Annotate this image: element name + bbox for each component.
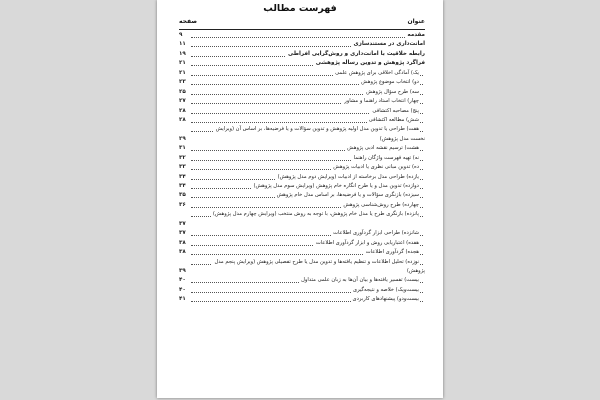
toc-entry-page-number: ۹ bbox=[179, 31, 190, 40]
toc-entry-title: مقدمه bbox=[405, 31, 425, 40]
toc-entry-page-number: ۴۱ bbox=[179, 295, 190, 304]
toc-entry-title: شش) مطالعه اکتشافی bbox=[367, 116, 419, 125]
toc-entry-page-number: ۲۸ bbox=[179, 107, 190, 116]
toc-entry-page-number: ۳۹ bbox=[179, 267, 190, 276]
toc-entry-page-number: ۲۱ bbox=[179, 69, 190, 78]
toc-entry-title: پانزده) بازنگری طرح یا مدل خام پژوهش، با توجه به روش منتخب (ویرایش چهارم مدل پژوهش) bbox=[211, 210, 419, 219]
toc-entry-title: فراگرد پژوهش و تدوین رساله پژوهشی bbox=[314, 59, 425, 68]
toc-entry bbox=[179, 201, 425, 210]
toc-entry-page-number: ۳۲ bbox=[179, 154, 190, 163]
toc-entry-title: دوازده) تدوین مدل و یا طرح انگاره خام پژوهش (ویرایش سوم مدل پژوهش) bbox=[251, 182, 419, 191]
toc-entry bbox=[179, 69, 425, 78]
toc-entry-title: امانت‌داری در مستندسازی bbox=[351, 40, 425, 49]
toc-entry-title: چهارده) طرح روش‌شناسی پژوهش bbox=[341, 201, 419, 210]
toc-entry bbox=[179, 229, 425, 238]
toc-entry-title: بیست‌ودو) پیشنهادهای کاربردی bbox=[351, 295, 419, 304]
toc-entry-page-number: ۳۷ bbox=[179, 220, 190, 229]
toc-entry-page-number: ۳۷ bbox=[179, 229, 190, 238]
toc-entry bbox=[179, 239, 425, 248]
toc-entry bbox=[179, 31, 425, 40]
toc-entry-title: سیزده) بازنگری سؤالات و یا فرضیه‌ها، بر اساس مدل خام پژوهش bbox=[275, 191, 419, 200]
toc-entry bbox=[179, 191, 425, 200]
toc-header bbox=[179, 18, 425, 28]
toc-entry-title: بیست‌ویک) خلاصه و نتیجه‌گیری bbox=[351, 286, 419, 295]
toc-entry-page-number: ۲۸ bbox=[179, 116, 190, 125]
toc-entry bbox=[179, 248, 425, 257]
toc-entry bbox=[179, 163, 425, 172]
page-title: فهرست مطالب bbox=[263, 3, 337, 14]
toc-list bbox=[179, 31, 425, 305]
toc-entry-title: رابطه خلاقیت با امانت‌داری و روش‌گرایی افراطی bbox=[286, 50, 425, 59]
toc-header-title-label: عنوان bbox=[407, 18, 425, 25]
toc-entry-title: شانزده) طراحی ابزار گردآوری اطلاعات bbox=[331, 229, 419, 238]
toc-entry bbox=[179, 78, 425, 87]
toc-entry bbox=[179, 220, 425, 229]
toc-entry bbox=[179, 59, 425, 68]
toc-entry bbox=[179, 258, 425, 267]
toc-entry-page-number: ۳۱ bbox=[179, 144, 190, 153]
toc-entry bbox=[179, 210, 425, 219]
toc-entry-title: بیست) تفسیر یافته‌ها و بیان آن‌ها به زبان علمی متداول bbox=[299, 276, 419, 285]
toc-entry bbox=[179, 88, 425, 97]
dot-leader bbox=[191, 37, 423, 38]
toc-entry-title: پژوهش) bbox=[405, 267, 425, 276]
toc-entry-title: دو) انتخاب موضوع پژوهش bbox=[359, 78, 419, 87]
toc-entry bbox=[179, 295, 425, 304]
document-page bbox=[157, 0, 443, 398]
toc-entry-title: پنج) مصاحبه اکتشافی bbox=[370, 107, 419, 116]
toc-entry-page-number: ۱۱ bbox=[179, 40, 190, 49]
toc-entry-title: چهار) انتخاب استاد راهنما و مشاور bbox=[342, 97, 419, 106]
toc-entry-title: هجده) گردآوری اطلاعات bbox=[364, 248, 419, 257]
toc-entry bbox=[179, 154, 425, 163]
toc-entry bbox=[179, 182, 425, 191]
toc-entry-title: یازده) طراحی مدل برخاسته از ادبیات (ویرایش دوم مدل پژوهش) bbox=[276, 173, 419, 182]
toc-entry-page-number: ۲۹ bbox=[179, 135, 190, 144]
toc-entry-title: هفده) اعتباریابی روش و ابزار گردآوری اطلاعات bbox=[314, 239, 419, 248]
toc-entry-title: سه) طرح سؤال پژوهش bbox=[364, 88, 419, 97]
toc-entry-page-number: ۳۴ bbox=[179, 173, 190, 182]
toc-entry bbox=[179, 276, 425, 285]
toc-entry bbox=[179, 267, 425, 276]
toc-entry bbox=[179, 97, 425, 106]
toc-entry-page-number: ۳۶ bbox=[179, 201, 190, 210]
toc-entry-page-number: ۲۱ bbox=[179, 59, 190, 68]
toc-entry bbox=[179, 144, 425, 153]
toc-entry-title: نخست مدل پژوهش) bbox=[378, 135, 425, 144]
toc-entry bbox=[179, 40, 425, 49]
toc-entry-page-number: ۲۳ bbox=[179, 78, 190, 87]
toc-entry-title: یک) آمادگی اخلاقی برای پژوهش علمی bbox=[333, 69, 419, 78]
toc-header-page-label: صفحه bbox=[179, 18, 198, 25]
toc-entry bbox=[179, 107, 425, 116]
toc-entry-page-number: ۳۸ bbox=[179, 239, 190, 248]
toc-entry-page-number: ۴۰ bbox=[179, 276, 190, 285]
header-divider bbox=[179, 29, 425, 30]
toc-entry-title: ده) تدوین مبانی نظری یا ادبیات پژوهش bbox=[331, 163, 419, 172]
toc-entry bbox=[179, 116, 425, 125]
toc-entry bbox=[179, 135, 425, 144]
toc-entry-page-number: ۳۳ bbox=[179, 163, 190, 172]
toc-entry bbox=[179, 286, 425, 295]
toc-entry-title: نه) تهیه فهرست واژگان راهنما bbox=[352, 154, 419, 163]
toc-entry-page-number: ۲۵ bbox=[179, 88, 190, 97]
toc-entry-page-number: ۳۸ bbox=[179, 248, 190, 257]
toc-entry bbox=[179, 50, 425, 59]
toc-entry-page-number: ۱۹ bbox=[179, 50, 190, 59]
toc-entry-page-number: ۴۰ bbox=[179, 286, 190, 295]
toc-entry-page-number: ۲۷ bbox=[179, 97, 190, 106]
toc-entry-title: هفت) طراحی یا تدوین مدل اولیه پژوهش و تدوین سؤالات و یا فرضیه‌ها، بر اساس آن (ویرایش bbox=[214, 125, 419, 134]
toc-entry-title: نوزده) تحلیل اطلاعات و تنظیم یافته‌ها و تدوین مدل یا طرح تفصیلی پژوهش (ویرایش پنجم مدل bbox=[212, 258, 419, 267]
toc-entry-title: هشت) ترسیم نقشه ادبی پژوهش bbox=[345, 144, 419, 153]
toc-entry bbox=[179, 125, 425, 134]
toc-entry-page-number: ۳۵ bbox=[179, 191, 190, 200]
toc-entry bbox=[179, 173, 425, 182]
toc-entry-page-number: ۳۴ bbox=[179, 182, 190, 191]
